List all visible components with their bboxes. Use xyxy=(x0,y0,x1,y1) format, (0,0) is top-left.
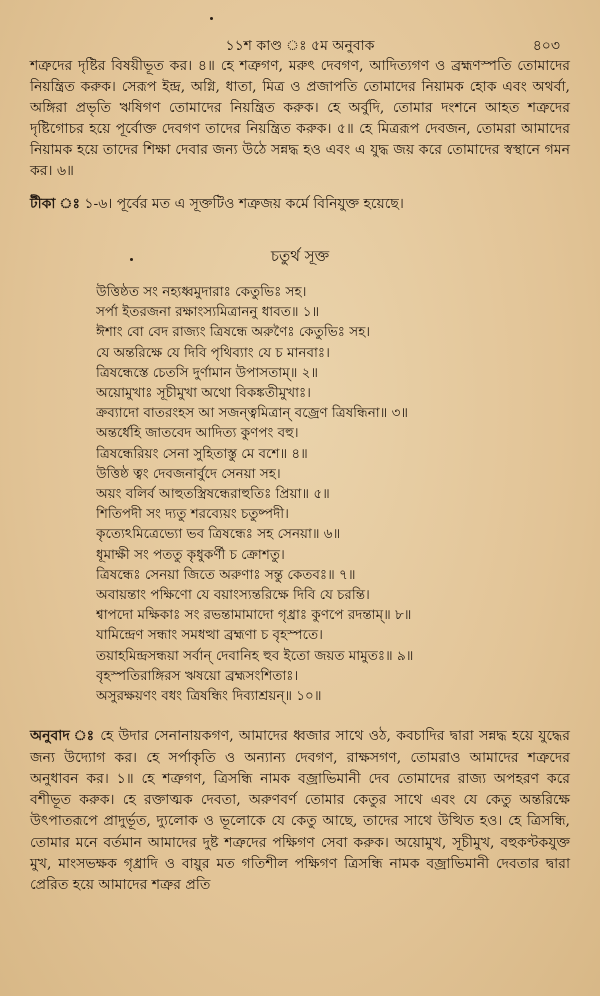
commentary-text: ১-৬। পূর্বের মত এ সূক্তটিও শত্রুজয় কর্মে বিনিযুক্ত হয়েছে। xyxy=(84,196,404,212)
translation-text: হে উদার সেনানায়কগণ, আমাদের ধ্বজার সাথে ওঠ, কবচাদির দ্বারা সন্নদ্ধ হয়ে যুদ্ধের জন্য উদ্যোগ কর। হে সর্পাকৃতি ও অন্যান্য দেবগণ, রাক্ষসগণ, তোমরাও আমাদের শত্রুদের অনুধাবন কর। ১॥ হে শত্রুগণ, ত্রিসন্ধি নামক বজ্রাভিমানী দেব তোমাদের রাজ্য অপহরণ করে বশীভূত করুক। হে রক্তাত্মক দেবতা, অরুণবর্ণ তোমার কেতুর সাথে এবং যে কেতু অন্তরিক্ষে উৎপাতরূপে প্রাদুর্ভূত, দ্যুলোক ও ভূলোকে যে কেতু আছে, তাদের সাথে উত্থিত হও। হে ত্রিসন্ধি, তোমার মনে বর্তমান আমাদের দুষ্ট শত্রুদের পক্ষিগণ সেবা করুক। অয়োমুখ, সূচীমুখ, বহুকণ্টকযুক্ত মুখ, মাংসভক্ষক গৃধ্রাদি ও বায়ুর মত গতিশীল পক্ষিগণ ত্রিসন্ধি নামক বজ্রাভিমানী দেবতার দ্বারা প্রেরিত হয়ে আমাদের শত্রুর প্রতি xyxy=(30,728,571,894)
verse-line: অসুরক্ষয়ণং বধং ত্রিষন্ধিং দিব্যাশ্রয়ন্॥ ১০॥ xyxy=(96,688,322,705)
translation xyxy=(30,726,570,896)
hymn-title: চতুর্থ সূক্ত xyxy=(270,247,330,265)
running-title: ১১শ কাণ্ড ঃ ৫ম অনুবাক xyxy=(225,38,375,54)
verse-line: উত্তিষ্ঠ ত্বং দেবজনার্বুদে সেনয়া সহ। xyxy=(96,465,281,482)
verse-line: ত্রিষন্ধেরিয়ং সেনা সুহিতাস্তু মে বশে॥ ৪॥ xyxy=(96,445,308,462)
verse-line: অন্তর্ধেহি জাতবেদ আদিত্য কুণপং বহু। xyxy=(96,425,299,442)
verse-line: বৃহস্পতিরাঙ্গিরস ঋষয়ো ব্রহ্মসংশিতাঃ। xyxy=(96,667,299,684)
verse-line: ঈশাং বো বেদ রাজ্যং ত্রিষন্ধে অরুণৈঃ কেতুভিঃ সহ। xyxy=(96,324,371,341)
translation-label: অনুবাদ ঃ xyxy=(30,728,95,745)
intro-paragraph: শত্রুদের দৃষ্টির বিষয়ীভূত কর। ৪॥ হে শত্রুগণ, মরুৎ দেবগণ, আদিত্যগণ ও ব্রহ্মণস্পতি তোমাদের নিয়ন্ত্রিত করুক। সেরূপ ইন্দ্র, অগ্নি, ধাতা, মিত্র ও প্রজাপতি তোমাদের নিয়ামক হোক এবং অথর্বা, অঙ্গিরা প্রভৃতি ঋষিগণ তোমাদের নিয়ন্ত্রিত করুক। হে অর্বুদি, তোমার দংশনে আহত শত্রুদের দৃষ্টিগোচর হয়ে পূর্বোক্ত দেবগণ তাদের নিয়ন্ত্রিত করুক। ৫॥ হে মিত্ররূপ দেবজন, তোমরা আমাদের নিয়ামক হয়ে তাদের শিক্ষা দেবার জন্য উঠে সন্নদ্ধ হও এবং এ যুদ্ধ জয় করে তোমাদের স্বস্থানে গমন কর। ৬॥ xyxy=(30,58,570,179)
verse-block xyxy=(30,282,570,706)
verse-line: উত্তিষ্ঠত সং নহ্যধ্বমুদারাঃ কেতুভিঃ সহ। xyxy=(96,284,307,300)
verse-line: শিতিপদী সং দ্যতু শরব্যেয়ং চতুষ্পদী। xyxy=(96,506,289,523)
verse-line: ত্রিষন্ধেঃ সেনয়া জিতে অরুণাঃ সন্তু কেতবঃ॥ ৭॥ xyxy=(96,566,356,583)
commentary-label: টীকা ঃ xyxy=(30,196,80,212)
verse-line: শ্বাপদো মক্ষিকাঃ সং রভন্তামামাদো গৃধ্রাঃ কুণপে রদন্তাম্॥ ৮॥ xyxy=(96,607,412,624)
page-number: ৪০৩ xyxy=(532,38,560,54)
print-speck xyxy=(130,258,133,261)
verse-line: ক্রব্যাদো বাতরংহস আ সজন্ত্বমিত্রান্ বজ্রেণ ত্রিষন্ধিনা॥ ৩॥ xyxy=(96,405,409,422)
verse-line: তয়াহমিন্দ্রসন্ধয়া সর্বান্ দেবানিহ হুব ইতো জয়ত মামুতঃ॥ ৯॥ xyxy=(96,647,414,664)
page-header xyxy=(30,26,570,56)
print-speck xyxy=(210,17,213,20)
verse-line: অয়োমুখাঃ সূচীমুখা অথো বিকঙ্কতীমুখাঃ। xyxy=(96,385,312,402)
verse-line: যে অন্তরিক্ষে যে দিবি পৃথিব্যাং যে চ মানবাঃ। xyxy=(96,344,330,361)
verse-line: ধূমাক্ষী সং পততু কৃধুকর্ণী চ ক্রোশতু। xyxy=(96,546,285,563)
verse-line: ত্রিষন্ধেস্তে চেতসি দুর্ণামান উপাসতাম্॥ ২॥ xyxy=(96,364,319,381)
verse-line: সর্পা ইতরজনা রক্ষাংস্যমিত্রাননু ধাবত॥ ১॥ xyxy=(96,304,320,321)
verse-line: অবায়ন্তাং পক্ষিণো যে বয়াংস্যন্তরিক্ষে দিবি যে চরন্তি। xyxy=(96,587,370,604)
verse-line: যামিন্দ্রেণ সন্ধাং সমধত্থা ব্রহ্মণা চ বৃহস্পতে। xyxy=(96,627,323,644)
commentary xyxy=(30,194,570,215)
verse-line: কৃত্যেঽমিত্রেভ্যো ভব ত্রিষন্ধেঃ সহ সেনয়া॥ ৬॥ xyxy=(96,526,341,543)
verse-line: অয়ং বলির্ব আহুতস্ত্রিষন্ধেরাহুতিঃ প্রিয়া॥ ৫॥ xyxy=(96,486,330,503)
